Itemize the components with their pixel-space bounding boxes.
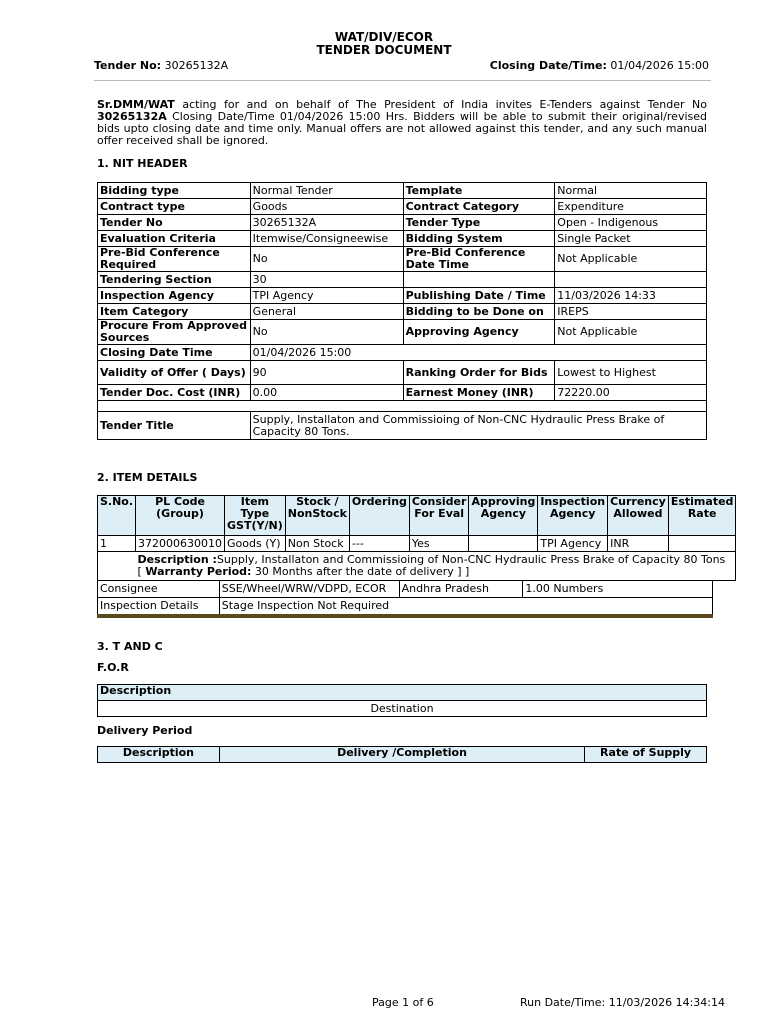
items-heading: 2. ITEM DETAILS bbox=[97, 471, 198, 484]
nit-label: Bidding to be Done on bbox=[403, 304, 555, 320]
nit-label: Bidding System bbox=[403, 231, 555, 247]
items-col-header: Currency Allowed bbox=[608, 496, 669, 536]
document-title: TENDER DOCUMENT bbox=[316, 43, 452, 57]
nit-label: Tender Doc. Cost (INR) bbox=[98, 385, 251, 401]
closing-block bbox=[490, 59, 709, 72]
nit-value: 72220.00 bbox=[555, 385, 707, 401]
for-table bbox=[97, 684, 707, 717]
item-separator-bar bbox=[97, 614, 713, 618]
delivery-table bbox=[97, 746, 707, 763]
nit-value: Lowest to Highest bbox=[555, 361, 707, 385]
nit-value: Normal Tender bbox=[250, 183, 403, 199]
nit-label: Pre-Bid Conference Required bbox=[98, 247, 251, 272]
delivery-col-rate: Rate of Supply bbox=[585, 747, 707, 763]
delivery-col-completion: Delivery /Completion bbox=[219, 747, 584, 763]
nit-value: 90 bbox=[250, 361, 403, 385]
nit-row bbox=[98, 304, 707, 320]
nit-value: Not Applicable bbox=[555, 320, 707, 345]
closing-value: 01/04/2026 15:00 bbox=[610, 59, 709, 72]
nit-value: Normal bbox=[555, 183, 707, 199]
nit-row bbox=[98, 320, 707, 345]
items-col-header: Approving Agency bbox=[469, 496, 538, 536]
items-cell: INR bbox=[608, 536, 669, 552]
for-heading: F.O.R bbox=[97, 661, 129, 674]
items-col-header: Inspection Agency bbox=[538, 496, 608, 536]
items-col-header: Ordering bbox=[349, 496, 409, 536]
closing-label: Closing Date/Time: bbox=[489, 59, 607, 72]
nit-row bbox=[98, 231, 707, 247]
intro-tender-no: 30265132A bbox=[97, 110, 167, 123]
nit-label: Earnest Money (INR) bbox=[403, 385, 555, 401]
desc-text: Supply, Installaton and Commissioing of Non-CNC Hydraulic Press Brake of Capacity 80 Tons bbox=[216, 553, 726, 566]
nit-value: 01/04/2026 15:00 bbox=[250, 345, 706, 361]
inspection-value: Stage Inspection Not Required bbox=[219, 598, 712, 615]
nit-value: 30265132A bbox=[250, 215, 403, 231]
intro-paragraph bbox=[97, 99, 707, 147]
nit-label bbox=[403, 272, 555, 288]
desc-label: Description : bbox=[137, 553, 217, 566]
nit-table bbox=[97, 182, 707, 440]
org-title: WAT/DIV/ECOR bbox=[334, 30, 434, 44]
for-col-description: Description bbox=[98, 685, 707, 701]
nit-row bbox=[98, 183, 707, 199]
nit-row bbox=[98, 215, 707, 231]
nit-value: Open - Indigenous bbox=[555, 215, 707, 231]
tender-no-block bbox=[94, 59, 228, 72]
items-cell: TPI Agency bbox=[538, 536, 608, 552]
nit-value: Itemwise/Consigneewise bbox=[250, 231, 403, 247]
intro-text-2: Closing Date/Time 01/04/2026 15:00 Hrs. Bidders will be able to submit their original/revised bids upto closing date and time only. Manual offers are not allowed against this tender, and any such manual offer received shall be ignored. bbox=[97, 110, 707, 147]
header-divider bbox=[94, 80, 711, 81]
items-cell: Non Stock bbox=[285, 536, 349, 552]
nit-value: 11/03/2026 14:33 bbox=[555, 288, 707, 304]
item-description bbox=[136, 552, 736, 581]
tender-title-value: Supply, Installaton and Commissioing of Non-CNC Hydraulic Press Brake of Capacity 80 Tons. bbox=[250, 412, 706, 440]
items-cell bbox=[469, 536, 538, 552]
nit-row bbox=[98, 385, 707, 401]
nit-row bbox=[98, 272, 707, 288]
nit-row bbox=[98, 361, 707, 385]
nit-spacer-row bbox=[98, 401, 707, 412]
nit-spacer-cell bbox=[98, 401, 707, 412]
nit-label: Ranking Order for Bids bbox=[403, 361, 555, 385]
nit-label: Pre-Bid Conference Date Time bbox=[403, 247, 555, 272]
tender-no-label: Tender No: bbox=[94, 59, 162, 72]
items-cell: Goods (Y) bbox=[225, 536, 286, 552]
officer: Sr.DMM/WAT bbox=[97, 98, 175, 111]
items-table bbox=[97, 495, 736, 581]
nit-label: Template bbox=[403, 183, 555, 199]
nit-value: Not Applicable bbox=[555, 247, 707, 272]
nit-value: Goods bbox=[250, 199, 403, 215]
nit-label: Closing Date Time bbox=[98, 345, 251, 361]
desc-spacer bbox=[98, 552, 136, 581]
warranty-label: Warranty Period: bbox=[145, 565, 252, 578]
nit-label: Tender No bbox=[98, 215, 251, 231]
items-col-header: Stock / NonStock bbox=[285, 496, 349, 536]
items-cell: Yes bbox=[409, 536, 469, 552]
nit-value: Single Packet bbox=[555, 231, 707, 247]
inspection-label: Inspection Details bbox=[98, 598, 220, 615]
nit-label: Inspection Agency bbox=[98, 288, 251, 304]
items-col-header: Item Type GST(Y/N) bbox=[225, 496, 286, 536]
items-cell: 1 bbox=[98, 536, 136, 552]
nit-value: 30 bbox=[250, 272, 403, 288]
items-col-header: S.No. bbox=[98, 496, 136, 536]
nit-value: 0.00 bbox=[250, 385, 403, 401]
nit-label: Item Category bbox=[98, 304, 251, 320]
consignee-label: Consignee bbox=[98, 581, 220, 598]
nit-label: Bidding type bbox=[98, 183, 251, 199]
nit-label: Tendering Section bbox=[98, 272, 251, 288]
for-value: Destination bbox=[98, 701, 707, 717]
items-col-header: Estimated Rate bbox=[668, 496, 736, 536]
warranty-text: 30 Months after the date of delivery ] ] bbox=[251, 565, 470, 578]
delivery-col-description: Description bbox=[98, 747, 220, 763]
items-col-header: PL Code (Group) bbox=[136, 496, 225, 536]
nit-label: Contract Category bbox=[403, 199, 555, 215]
nit-value: Expenditure bbox=[555, 199, 707, 215]
nit-heading: 1. NIT HEADER bbox=[97, 157, 188, 170]
intro-text-1: acting for and on behalf of The President of India invites E-Tenders against Tender No bbox=[174, 98, 707, 111]
delivery-heading: Delivery Period bbox=[97, 724, 193, 737]
nit-row bbox=[98, 199, 707, 215]
nit-label: Publishing Date / Time bbox=[403, 288, 555, 304]
tc-heading: 3. T AND C bbox=[97, 640, 163, 653]
nit-row bbox=[98, 247, 707, 272]
consignee-state: Andhra Pradesh bbox=[399, 581, 523, 598]
nit-label: Validity of Offer ( Days) bbox=[98, 361, 251, 385]
items-cell: 372000630010 bbox=[136, 536, 225, 552]
warranty-prefix: [ bbox=[137, 565, 146, 578]
nit-value: No bbox=[250, 320, 403, 345]
nit-value bbox=[555, 272, 707, 288]
nit-value: No bbox=[250, 247, 403, 272]
items-cell bbox=[668, 536, 736, 552]
nit-label: Contract type bbox=[98, 199, 251, 215]
items-cell: --- bbox=[349, 536, 409, 552]
nit-row bbox=[98, 345, 707, 361]
nit-label: Tender Type bbox=[403, 215, 555, 231]
run-datetime: Run Date/Time: 11/03/2026 14:34:14 bbox=[520, 996, 726, 1009]
tender-no-value: 30265132A bbox=[164, 59, 229, 72]
consignee-value: SSE/Wheel/WRW/VDPD, ECOR bbox=[219, 581, 399, 598]
nit-value: TPI Agency bbox=[250, 288, 403, 304]
consignee-table bbox=[97, 580, 713, 615]
tender-title-label: Tender Title bbox=[98, 412, 251, 440]
nit-row bbox=[98, 288, 707, 304]
consignee-qty: 1.00 Numbers bbox=[523, 581, 713, 598]
nit-label: Procure From Approved Sources bbox=[98, 320, 251, 345]
nit-value: General bbox=[250, 304, 403, 320]
nit-value: IREPS bbox=[555, 304, 707, 320]
nit-label: Evaluation Criteria bbox=[98, 231, 251, 247]
nit-title-row bbox=[98, 412, 707, 440]
items-col-header: Consider For Eval bbox=[409, 496, 469, 536]
page-number: Page 1 of 6 bbox=[372, 996, 434, 1009]
nit-label: Approving Agency bbox=[403, 320, 555, 345]
